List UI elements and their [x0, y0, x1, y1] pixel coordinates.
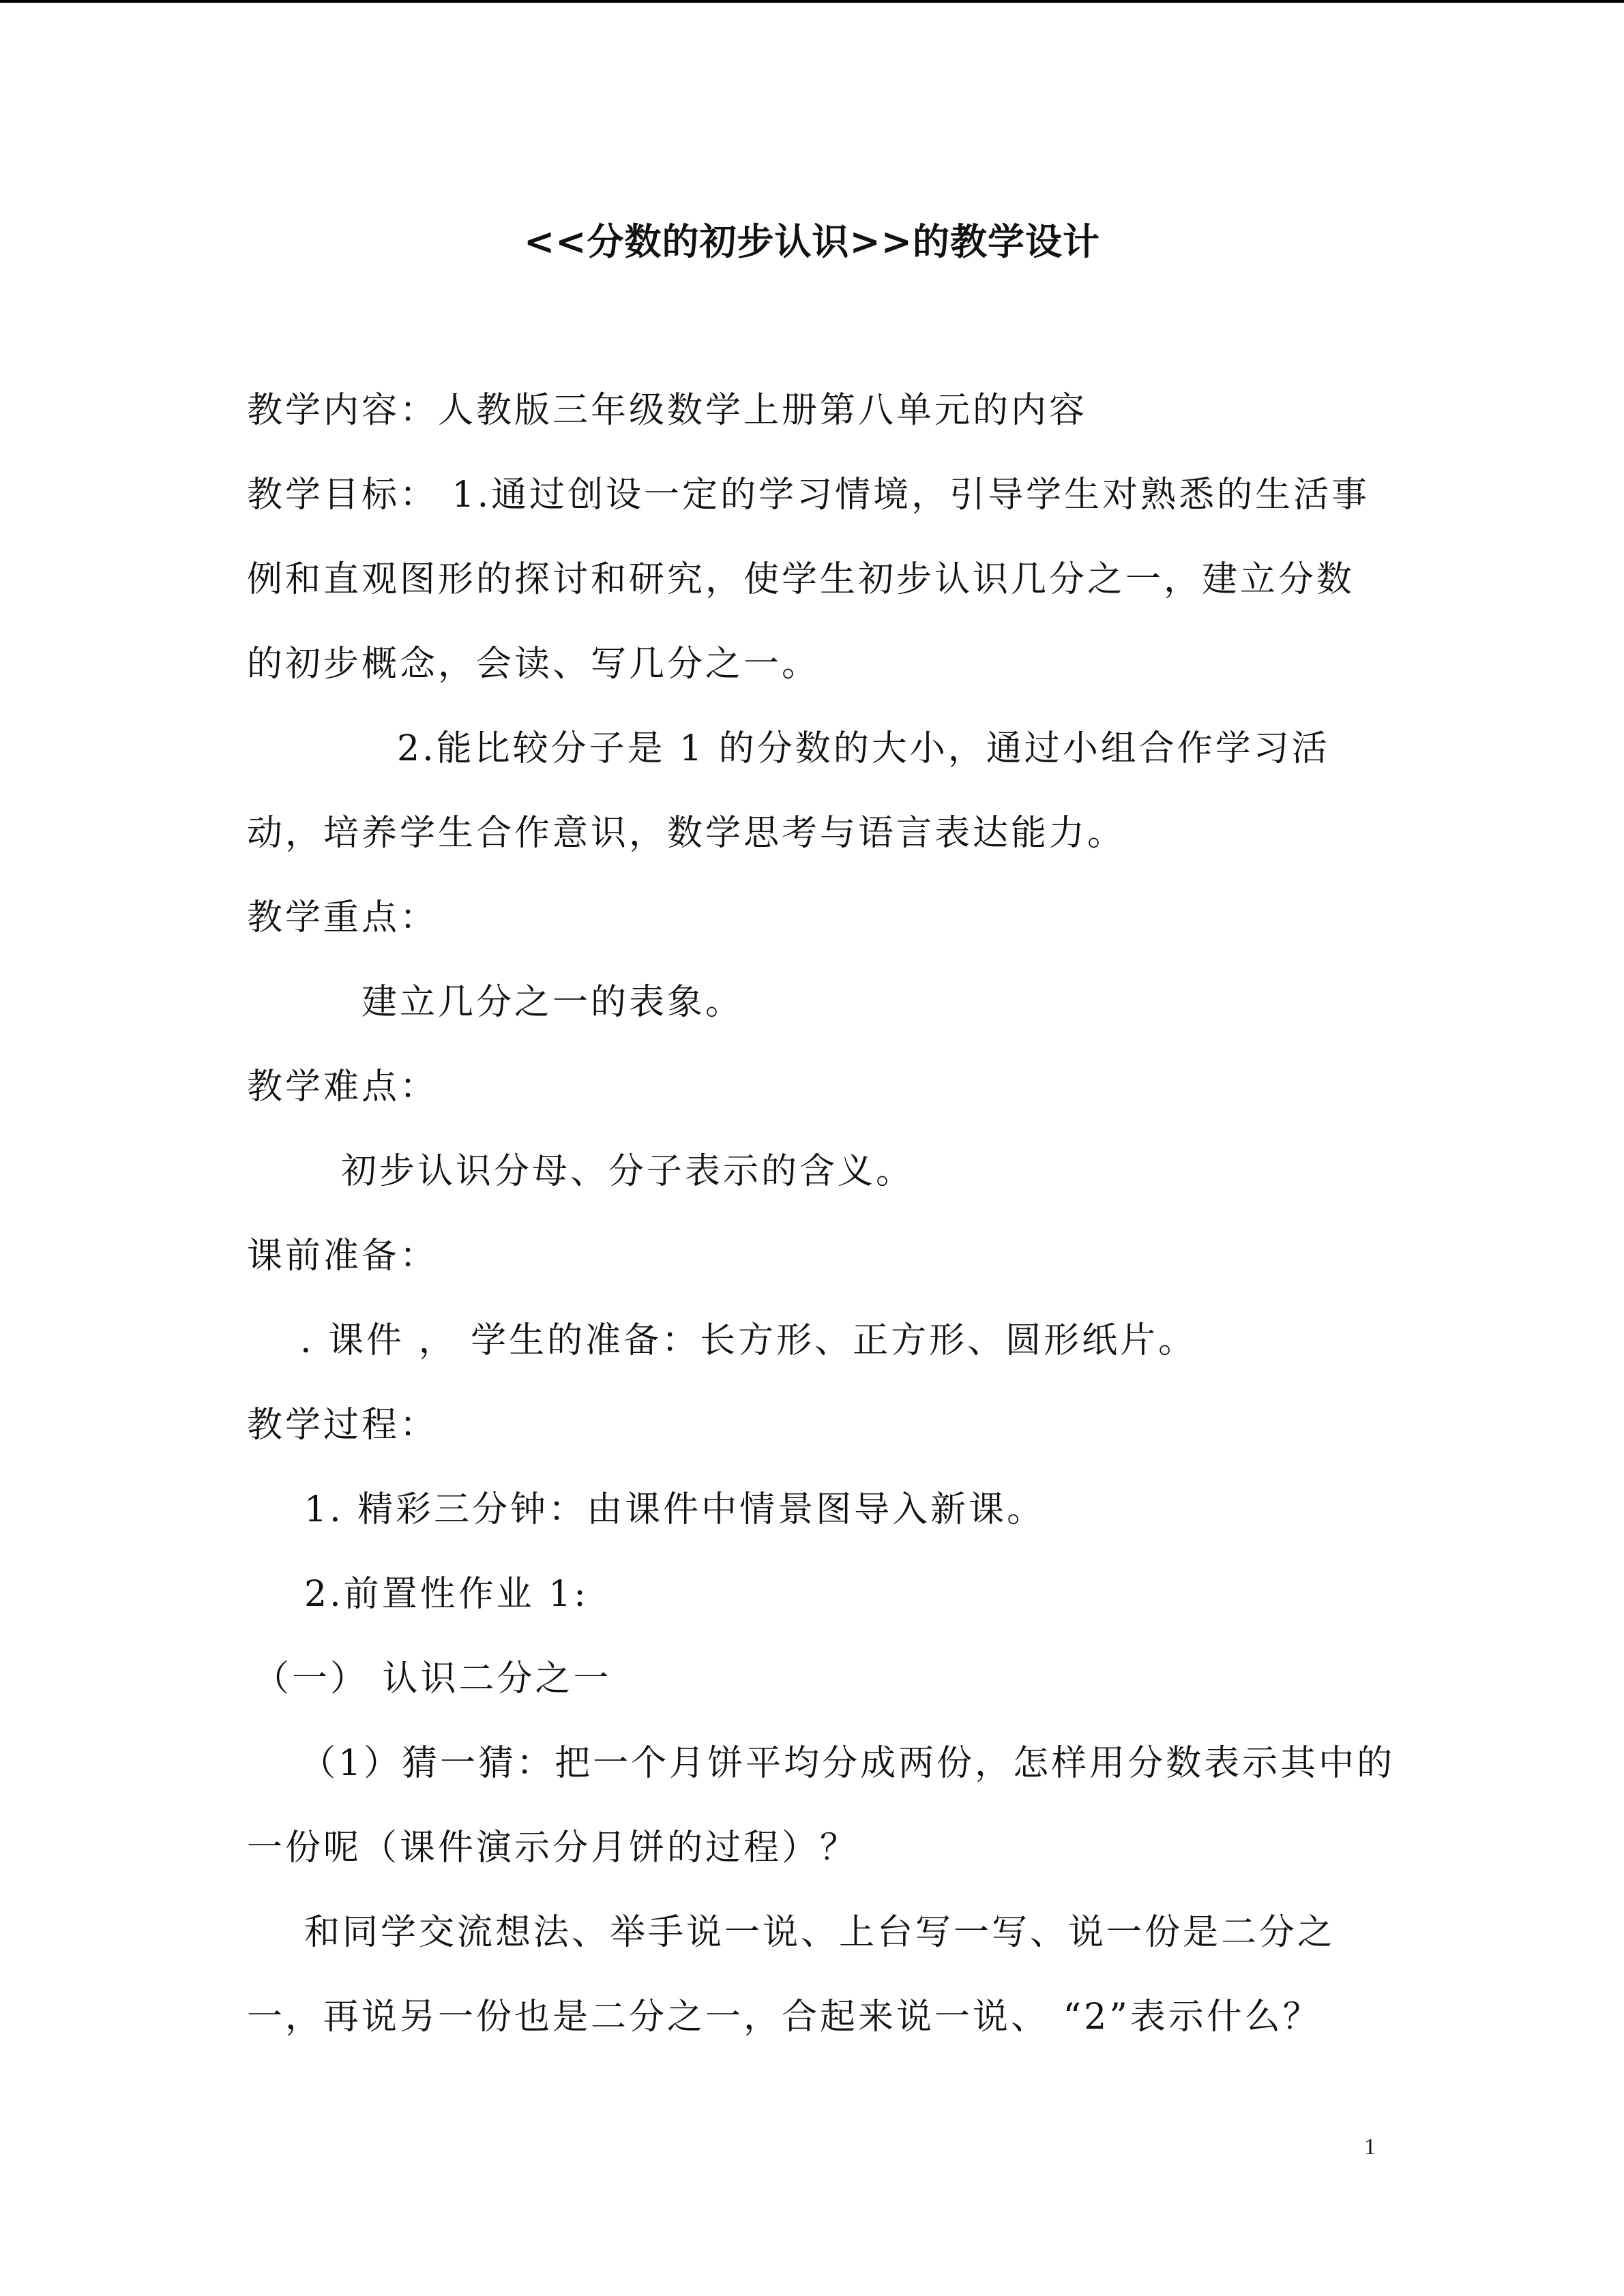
line-exchange: 和同学交流想法、举手说一说、上台写一写、说一份是二分之 [304, 1912, 1336, 1953]
line-key-point-heading: 教学重点： [247, 897, 439, 938]
line-guess-continued: 一份呢（课件演示分月饼的过程）？ [247, 1828, 859, 1868]
line-guess: （1）猜一猜：把一个月饼平均分成两份，怎样用分数表示其中的 [300, 1743, 1396, 1784]
line-process-step-1: 1. 精彩三分钟：由课件中情景图导入新课。 [304, 1489, 1046, 1530]
line-goals-continued-1: 例和直观图形的探讨和研究，使学生初步认识几分之一，建立分数 [247, 559, 1355, 600]
line-goals-continued-2: 的初步概念，会读、写几分之一。 [247, 644, 821, 685]
line-preparation-heading: 课前准备： [247, 1236, 439, 1277]
line-goal-2: 2.能比较分子是 1 的分数的大小，通过小组合作学习活 [397, 728, 1330, 769]
page-number: 1 [1364, 2134, 1376, 2160]
line-section-one-half: （一） 认识二分之一 [254, 1658, 612, 1699]
line-teaching-goals: 教学目标： 1.通过创设一定的学习情境，引导学生对熟悉的生活事 [247, 475, 1370, 516]
line-preparation: . 课件 ， 学生的准备：长方形、正方形、圆形纸片。 [300, 1320, 1197, 1361]
line-exchange-continued: 一，再说另一份也是二分之一，合起来说一说、 “2”表示什么？ [247, 1997, 1321, 2038]
line-difficulty: 初步认识分母、分子表示的含义。 [341, 1151, 915, 1192]
line-goal-2-continued: 动，培养学生合作意识，数学思考与语言表达能力。 [247, 813, 1126, 854]
line-process-step-2: 2.前置性作业 1: [304, 1574, 589, 1615]
line-teaching-content: 教学内容：人教版三年级数学上册第八单元的内容 [247, 390, 1088, 431]
document-title: <<分数的初步认识>>的教学设计 [524, 220, 1100, 263]
line-key-point: 建立几分之一的表象。 [361, 982, 744, 1023]
line-process-heading: 教学过程： [247, 1405, 439, 1446]
line-difficulty-heading: 教学难点： [247, 1067, 439, 1107]
